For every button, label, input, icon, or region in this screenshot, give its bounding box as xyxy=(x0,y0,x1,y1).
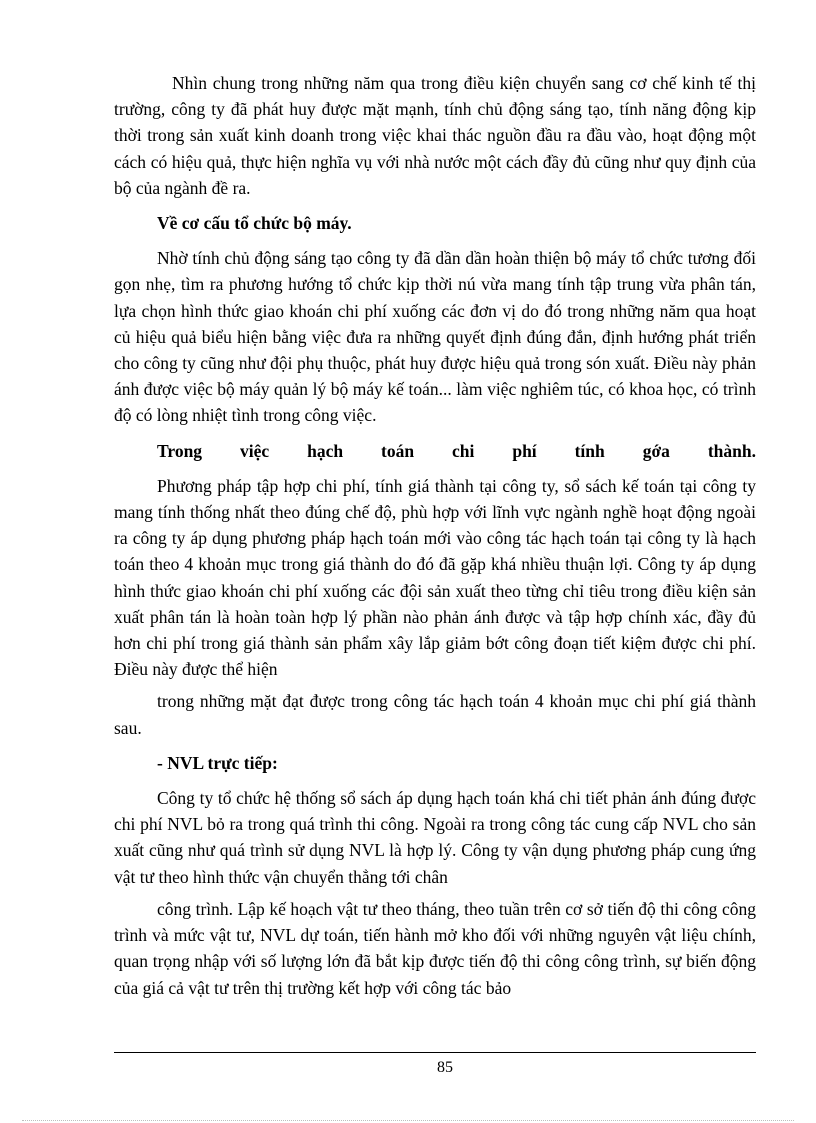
page-number: 85 xyxy=(437,1059,453,1076)
section-heading-costing: Trong việc hạch toán chi phí tính gớa thành. xyxy=(157,440,756,461)
paragraph-3: Phương pháp tập hợp chi phí, tính giá thành tại công ty, sổ sách kế toán tại công ty mang tính thống nhất theo đúng chế độ, phù hợp với lĩnh vực ngành nghề hoạt động ngoài ra công ty áp dụng phương pháp hạch toán mới vào công tác hạch toán tại công ty là hạch toán theo 4 khoản mục trong giá thành do đó đã gặp khá nhiều thuận lợi. Công ty áp dụng hình thức giao khoán chi phí xuống các đội sản xuất theo từng chỉ tiêu trong điều kiện sản xuất phân tán là hoàn toàn hợp lý phần nào phản ánh được và tập hợp chính xác, đầy đủ hơn chi phí trong giá thành sản phẩm xây lắp giảm bớt công đoạn tiết kiệm được chi phí. Điều này được thể hiện xyxy=(114,475,756,680)
section-heading-organization: Về cơ cấu tổ chức bộ máy. xyxy=(157,213,352,234)
paragraph-2: Nhờ tính chủ động sáng tạo công ty đã dần dần hoàn thiện bộ máy tổ chức tương đối gọn nhẹ, tìm ra phương hướng tổ chức kịp thời nú vừa mang tính tập trung vừa phân tán, lựa chọn hình thức giao khoán chi phí xuống các đơn vị do đó trong những năm qua hoạt củ hiệu quả biểu hiện bằng việc đưa ra những quyết định đúng đắn, định hướng phát triển cho công ty cũng như đội phụ thuộc, phát huy được hiệu quả trong són xuất. Điều này phản ánh được việc bộ máy quản lý bộ máy kế toán... làm việc nghiêm túc, có khoa học, có trình độ có lòng nhiệt tình trong công việc. xyxy=(114,248,756,426)
paragraph-4: trong những mặt đạt được trong công tác hạch toán 4 khoản mục chi phí giá thành sau. xyxy=(114,691,756,738)
paragraph-1: Nhìn chung trong những năm qua trong điều kiện chuyển sang cơ chế kinh tế thị trường, công ty đã phát huy được mặt mạnh, tính chủ động sáng tạo, tính năng động kịp thời trong sản xuất kinh doanh trong việc khai thác nguồn đầu ra đầu vào, hoạt động một cách có hiệu quả, thực hiện nghĩa vụ với nhà nước một cách đầy đủ cũng như quy định của bộ của ngành đề ra. xyxy=(114,73,756,198)
section-heading-materials: - NVL trực tiếp: xyxy=(157,752,278,773)
body-text xyxy=(114,70,756,1010)
footer-divider xyxy=(114,1052,756,1053)
paragraph-5: Công ty tổ chức hệ thống sổ sách áp dụng hạch toán khá chi tiết phản ánh đúng được chi phí NVL bỏ ra trong quá trình thi công. Ngoài ra trong công tác cung cấp NVL cho sản xuất cũng như quá trình sử dụng NVL là hợp lý. Công ty vận dụng phương pháp cung ứng vật tư theo hình thức vận chuyển thẳng tới chân xyxy=(114,788,756,887)
page-bottom-dotted-edge xyxy=(22,1120,794,1121)
paragraph-6: công trình. Lập kế hoạch vật tư theo tháng, theo tuần trên cơ sở tiến độ thi công công trình và mức vật tư, NVL dự toán, tiến hành mở kho đối với những nguyên vật liệu chính, quan trọng nhập với số lượng lớn đã bắt kịp được tiến độ thi công công trình, sự biến động của giá cả vật tư trên thị trường kết hợp với công tác bảo xyxy=(114,898,756,998)
